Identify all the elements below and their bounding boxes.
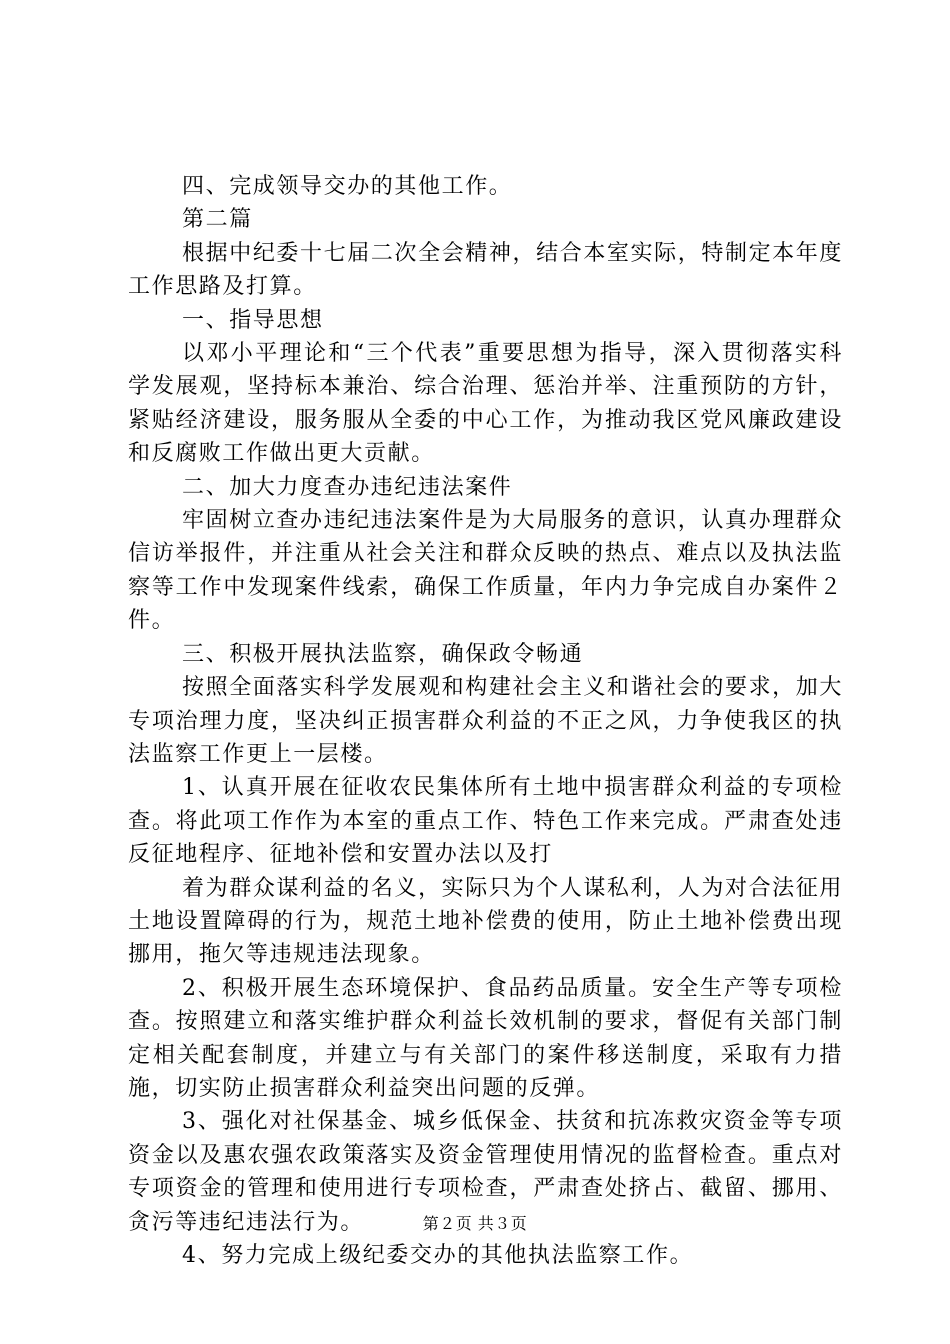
paragraph-item-1-continued: 着为群众谋利益的名义，实际只为个人谋私利，人为对合法征用土地设置障碍的行为，规范土地补偿费的使用，防止土地补偿费出现挪用，拖欠等违规违法现象。: [128, 875, 843, 968]
page-number-footer: 第２页 共３页: [422, 1214, 528, 1233]
paragraph-item-1-land-inspection: 1、认真开展在征收农民集体所有土地中损害群众利益的专项检查。将此项工作作为本室的重点工作、特色工作来完成。严肃查处违反征地程序、征地补偿和安置办法以及打: [128, 775, 843, 868]
section-heading-part-two: 第二篇: [182, 207, 253, 233]
paragraph-item-2-environment: 2、积极开展生态环境保护、食品药品质量。安全生产等专项检查。按照建立和落实维护群众利益长效机制的要求，督促有关部门制定相关配套制度，并建立与有关部门的案件移送制度，采取有力措施，切实防止损害群众利益突出问题的反弹。: [128, 975, 843, 1101]
paragraph-case-investigation: 牢固树立查办违纪违法案件是为大局服务的意识，认真办理群众信访举报件，并注重从社会关注和群众反映的热点、难点以及执法监察等工作中发现案件线索，确保工作质量，年内力争完成自办案件２件。: [128, 508, 843, 634]
document-body: [128, 170, 843, 1272]
heading-case-investigation: 二、加大力度查办违纪违法案件: [182, 474, 513, 500]
paragraph-guiding-thought: 以邓小平理论和“三个代表”重要思想为指导，深入贯彻落实科学发展观，坚持标本兼治、综合治理、惩治并举、注重预防的方针，紧贴经济建设，服务服从全委的中心工作，为推动我区党风廉政建设和反腐败工作做出更大贡献。: [128, 341, 843, 467]
paragraph-law-enforcement-supervision: 按照全面落实科学发展观和构建社会主义和谐社会的要求，加大专项治理力度，坚决纠正损害群众利益的不正之风，力争使我区的执法监察工作更上一层楼。: [128, 675, 843, 767]
paragraph-item-4-other-work: 四、完成领导交办的其他工作。: [182, 174, 513, 199]
paragraph-intro: 根据中纪委十七届二次全会精神，结合本室实际，特制定本年度工作思路及打算。: [128, 240, 843, 300]
paragraph-item-3-funds: 3、强化对社保基金、城乡低保金、扶贫和抗冻救灾资金等专项资金以及惠农强农政策落实及资金管理使用情况的监督检查。重点对专项资金的管理和使用进行专项检查，严肃查处挤占、截留、挪用、贪污等违纪违法行为。: [128, 1109, 843, 1235]
heading-guiding-thought: 一、指导思想: [182, 307, 324, 333]
heading-law-enforcement-supervision: 三、积极开展执法监察，确保政令畅通: [182, 641, 584, 667]
paragraph-item-4-supervision-work: 4、努力完成上级纪委交办的其他执法监察工作。: [182, 1243, 694, 1268]
